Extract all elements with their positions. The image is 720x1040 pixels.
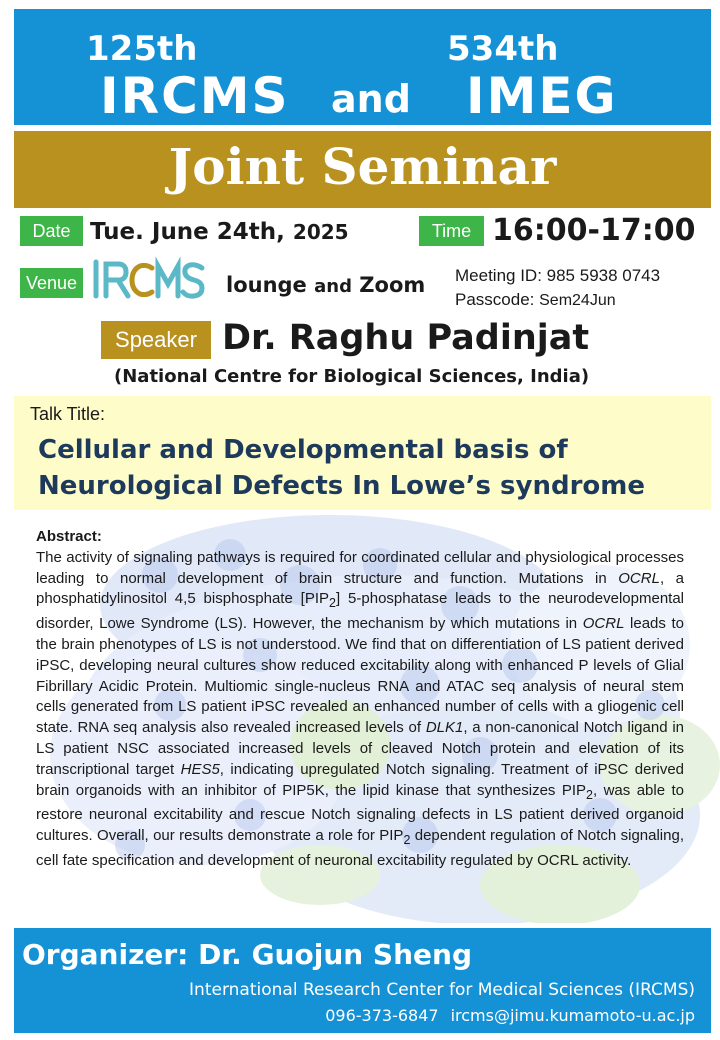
seminar-title: Joint Seminar [168,137,557,196]
time-value: 16:00-17:00 [492,213,696,248]
organizer-footer [14,928,711,1033]
abstract-section [0,515,720,923]
abstract-subscript: 2 [586,787,593,802]
abstract-part: The activity of signaling pathways is required for coordinated cellular and physiological processes leading to normal development of brain structure and function. Mutations in [36,548,684,587]
time-tag: Time [419,216,484,246]
talk-title-box [14,396,711,510]
abstract-gene: OCRL [618,569,660,587]
date-tag: Date [20,216,83,246]
abstract-part: dependent regulation of Notch signaling, cell fate specification and development of neuronal excitability regulated by OCRL activity. [36,827,684,869]
talk-title-line-2: Neurological Defects In Lowe’s syndrome [38,471,646,501]
venue-tag: Venue [20,268,83,298]
abstract-gene: HES5 [180,760,220,778]
ircms-seminar-number: 125th [86,29,198,69]
passcode-label: Passcode: [455,290,535,309]
abstract-part: , a phosphatidylinositol 4,5 bisphosphate [PIP [36,569,684,608]
venue-and: and [314,276,352,297]
abstract-gene: OCRL [582,615,625,633]
date-value [90,219,349,245]
venue-lounge: lounge [226,273,307,297]
abstract-subscript: 2 [403,833,411,848]
venue-place [226,273,425,297]
imeg-name: IMEG [466,67,618,125]
talk-title [38,432,703,504]
ircms-name: IRCMS [100,67,290,125]
abstract-text [36,527,684,872]
talk-title-line-1: Cellular and Developmental basis of [38,435,568,465]
organizer-name: Organizer: Dr. Guojun Sheng [22,938,472,971]
speaker-name: Dr. Raghu Padinjat [222,318,590,358]
passcode [455,290,616,310]
abstract-subscript: 2 [329,596,336,611]
phone-number: 096-373-6847 [325,1006,439,1025]
abstract-part: , was able to restore neuronal excitability and rescue Notch signaling defects in LS patient derived organoid cultures. Overall, our results demonstrate a role for PIP [36,781,685,845]
meeting-id: Meeting ID: 985 5938 0743 [455,266,661,285]
abstract-gene: DLK1 [425,719,464,737]
email-link[interactable]: ircms@jimu.kumamoto-u.ac.jp [450,1006,695,1025]
speaker-tag: Speaker [101,321,211,359]
speaker-affiliation: (National Centre for Biological Sciences, India) [114,366,590,387]
abstract-part: ] 5-phosphatase leads to the neurodevelopmental disorder, Lowe Syndrome (LS). However, the mechanism by which mutations in [36,590,684,633]
contact-info [325,1006,695,1025]
abstract-part: , a non-canonical Notch ligand in LS patient NSC associated increased levels of cleaved Notch protein and elevation of its transcriptional target [36,719,685,778]
header-banner [14,9,711,125]
abstract-label: Abstract: [36,528,102,545]
ircms-logo [90,256,218,302]
talk-title-label: Talk Title: [30,404,106,424]
header-connector: and [331,77,411,121]
passcode-value: Sem24Jun [539,292,616,309]
date-text: Tue. June 24th, [90,219,285,245]
abstract-part: leads to the brain phenotypes of LS is not understood. We find that on differentiation of LS patient derived iPSC, developing neural cultures show reduced excitability along with enhanced P levels of Glial Fibrillary Acidic Protein. Multiomic single-nucleus RNA and ATAC seq analysis of neural stem cells generated from LS patient iPSC revealed an enhanced number of cells with a gliogenic cell state. RNA seq analysis also revealed increased levels of [36,615,684,737]
institute-name: International Research Center for Medical Sciences (IRCMS) [189,980,695,1000]
joint-seminar-banner [14,131,711,208]
abstract-part: , indicating upregulated Notch signaling. Treatment of iPSC derived brain organoids with an inhibitor of PIP5K, the lipid kinase that synthesizes PIP [36,760,684,799]
imeg-seminar-number: 534th [447,29,559,69]
date-year: 2025 [292,220,349,244]
ircms-logo-graphic [90,256,218,302]
venue-zoom: Zoom [359,273,426,297]
